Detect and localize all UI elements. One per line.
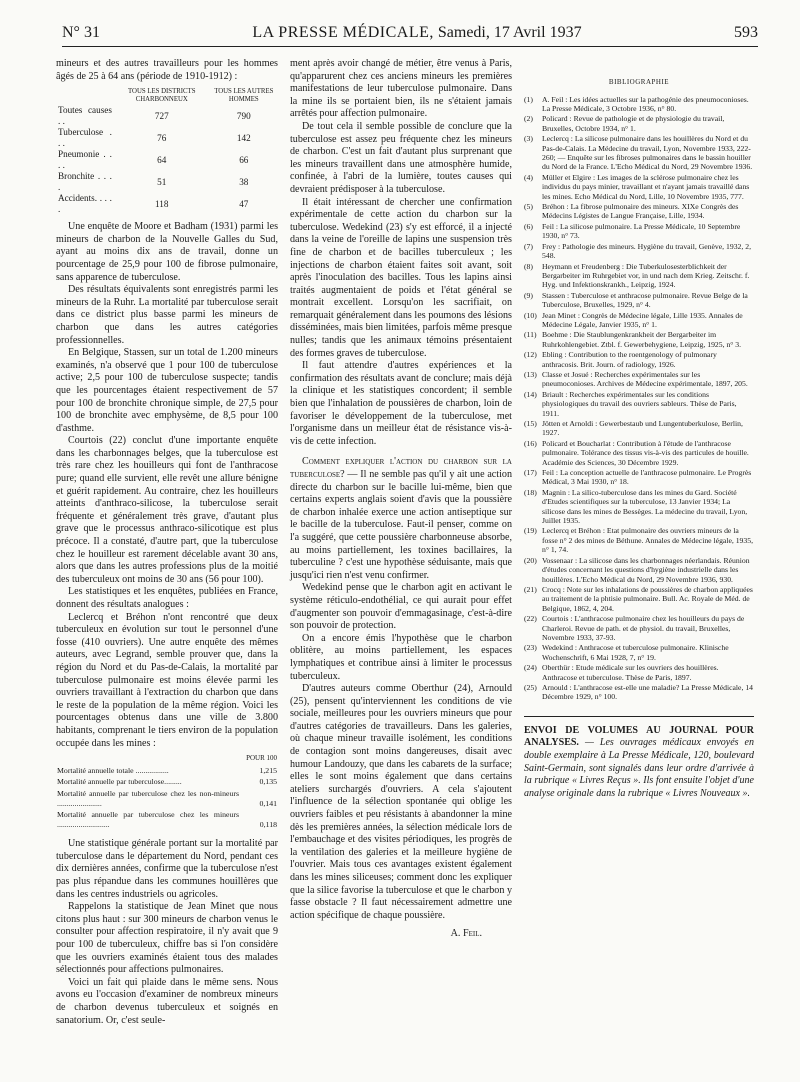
- table-header: TOUS LES DISTRICTS CHARBONNEUX: [128, 88, 196, 104]
- reference-number: (20): [524, 555, 537, 565]
- paragraph: En Belgique, Stassen, sur un total de 1.200 mineurs examinés, n'a observé que 1 pour 100 de tuberculose active; 2,5 pour 100 de tuberculose suspecte; tandis que les pourcentages étaient respectivement de 57 pour 100 de bronchite chronique simple, de 27,5 pour 100 de bronchite avec emphysème, de 8,5 pour 100 d'asthme.: [56, 347, 278, 434]
- paragraph: On a encore émis l'hypothèse que le charbon oblitère, au moins partiellement, les espaces lymphatiques et contribue ainsi à limiter le processus tuberculeux.: [290, 632, 512, 682]
- reference-number: (2): [524, 114, 533, 124]
- column-2: [290, 58, 512, 941]
- bibliography-entry: [524, 242, 754, 261]
- table-cell: 47: [239, 198, 249, 209]
- section-heading: Comment expliquer l'action du charbon sur la tuberculose?: [290, 456, 512, 480]
- column-1: [56, 58, 278, 1027]
- reference-text: Vossenaar : La silicose dans les charbonnages néerlandais. Réunion d'études concernant les questions d'hygiène industrielle dans les houillères. L'Echo Médical du Nord, 29 Novembre 1936, 930.: [542, 555, 750, 584]
- paragraph: Une enquête de Moore et Badham (1931) parmi les mineurs de charbon de la Nouvelle Galles du Sud, ayant au moins dix ans de travail, donne un pourcentage de 25,9 pour 100 de fibrose pulmonaire, sans apparence de tuberculose.: [56, 221, 278, 283]
- bibliography-entry: [524, 291, 754, 310]
- reference-text: Policard et Boucharlat : Contribution à l'étude de l'anthracose pulmonaire. Tolérance des tissus vis-à-vis des particules de houille. Académie des Sciences, 30 Décembre 1929.: [542, 438, 749, 467]
- paragraph: Wedekind pense que le charbon agit en activant le système réticulo-endothélial, ce qui aurait pour effet d'augmenter son pouvoir d'emmagasinage, c'est-à-dire son pouvoir de protection.: [290, 582, 512, 632]
- reference-text: Briault : Recherches expérimentales sur les conditions physiologiques du travail des ouvriers sableurs. Thèse de Paris, 1911.: [542, 389, 737, 418]
- notice-text: — Les ouvrages médicaux envoyés en double exemplaire à La Presse Médicale, 120, boulevard Saint-Germain, sont signalés dans leur ordre d'arrivée à la rubrique « Livres Reçus ». Ils font ensuite l'objet d'une analyse originale dans la rubrique « Livres Nouveaux ».: [524, 737, 754, 799]
- bibliography-entry: [524, 468, 754, 487]
- bibliography-entry: [524, 488, 754, 526]
- paragraph: Une statistique générale portant sur la mortalité par tuberculose dans le département du Nord, pendant ces dix dernières années, confirme que la tuberculose n'est pas plus répandue dans les communes houillères que dans les centres industriels ou agricoles.: [56, 838, 278, 900]
- bibliography-entry: [524, 350, 754, 369]
- table-row: [56, 127, 278, 149]
- bibliography-entry: [524, 95, 754, 114]
- reference-text: Leclercq et Bréhon : Etat pulmonaire des ouvriers mineurs de la fosse n° 2 des mines de Béthune. Annales de Médecine légale, 1935, n° 1, 74.: [542, 526, 754, 555]
- reference-number: (10): [524, 310, 537, 320]
- reference-text: Magnin : La silico-tuberculose dans les mines du Gard. Société d'Etudes scientifiques sur la tuberculose, 13 Janvier 1934; La silicose dans les mines de Bessèges. La médecine du travail, Lyon, Juillet 1935.: [542, 487, 748, 526]
- reference-number: (7): [524, 241, 533, 251]
- table-row: [56, 171, 278, 193]
- table-cell: 0,135: [259, 777, 277, 787]
- table-cell: Toutes causes . .: [58, 105, 112, 127]
- bibliography-entry: [524, 439, 754, 467]
- table-cell: 66: [239, 154, 249, 165]
- table-cell: 790: [236, 110, 251, 121]
- reference-text: Heymann et Freudenberg : Die Tuberkulosesterblichkeit der Bergarbeiter im Ruhrgebiet vor, in und nach dem Krieg. Zeitschr. f. Hyg. und Infektionskrankh., Leipzig, 1924.: [542, 261, 750, 290]
- bibliography-entry: [524, 614, 754, 642]
- issue-date: Samedi, 17 Avril 1937: [437, 24, 582, 41]
- table-row: [56, 788, 278, 809]
- bibliography-entry: [524, 683, 754, 702]
- reference-text: Jötten et Arnoldi : Gewerbestaub und Lungentuberkulose, Berlin, 1927.: [542, 419, 743, 438]
- reference-text: Bréhon : La fibrose pulmonaire des mineurs. XIXe Congrès des Médecins Légistes de Langue Française, Lille, 1934.: [542, 202, 739, 221]
- reference-text: Jean Minet : Congrès de Médecine légale, Lille 1935. Annales de Médecine Légale, Janvier 1935, n° 1.: [542, 310, 743, 329]
- bibliography-entry: [524, 134, 754, 172]
- table-cell: Mortalité annuelle par tuberculose.........: [57, 777, 182, 787]
- reference-number: (4): [524, 172, 533, 182]
- bibliography-entry: [524, 311, 754, 330]
- bibliography-entry: [524, 419, 754, 438]
- reference-number: (23): [524, 643, 537, 653]
- reference-text: Feil : La silicose pulmonaire. La Presse Médicale, 10 Septembre 1930, n° 73.: [542, 221, 741, 241]
- reference-text: Courtois : L'anthracose pulmonaire chez les houilleurs du pays de Charleroi. Revue de path. et de physiol. du travail, Bruxelles, Novembre 1933, 37-93.: [542, 614, 745, 642]
- bibliography-entry: [524, 663, 754, 682]
- bibliography-entry: [524, 585, 754, 613]
- reference-text: Oberthür : Etude médicale sur les ouvriers des houillères. Anthracose et tuberculose. Thèse de Paris, 1897.: [542, 663, 719, 682]
- reference-number: (16): [524, 438, 537, 448]
- table-cell: Accidents. . . . .: [58, 193, 112, 215]
- table-header: [56, 87, 114, 105]
- reference-text: Classe et Josué : Recherches expérimentales sur les pneumoconioses. Archives de Médecine expérimentale, 1897, 205.: [542, 369, 748, 389]
- author-signature: A. Feil.: [450, 928, 482, 940]
- reference-text: A. Feil : Les idées actuelles sur la pathogénie des pneumoconioses. La Presse Médicale, 3 Octobre 1936, n° 80.: [542, 94, 749, 113]
- paragraph: D'autres auteurs comme Oberthur (24), Arnould (25), pensent qu'interviennent les conditions de vie sociale, meilleures pour les ouvriers mineurs que pour d'autres catégories de travailleurs. Dans les galeries, où chaque mineur travaille isolément, les conditions de contagion sont moins dangereuses, disait avec humour Landouzy, que dans les cabarets de la surface; elles le sont moins également que dans certains ateliers surchargés d'ouvriers. A cela s'ajoutent l'influence de la sélection spontanée qui oblige les ouvriers faibles et peu résistants à abandonner la mine dès les premières années, la sélection médicale lors de l'embauchage et des visites périodiques, les progrès de la ventilation des galeries et la meilleure hygiène de l'ouvrier. Mais tous ces avantages existent également dans les mines siliceuses; comment donc les expliquer que la silice favorise la tuberculose et que le charbon y fasse obstacle ? Il faut nécessairement admettre une action spécifique de chaque poussière.: [290, 683, 512, 921]
- reference-text: Boehme : Die Staublungenkrankheit der Bergarbeiter im Ruhrkohlengebiet. Ztbl. f. Gewerbehygiene, Leipzig, 1925, n° 3.: [542, 330, 742, 349]
- reference-text: Wedekind : Anthracose et tuberculose pulmonaire. Klinische Wochenschrift, 6 Mai 1928, 7, n° 19.: [542, 643, 729, 662]
- table-header: POUR 100: [246, 754, 277, 763]
- table-cell: 76: [157, 132, 167, 143]
- bibliography-entry: [524, 114, 754, 133]
- issue-number: N° 31: [62, 24, 100, 41]
- reference-number: (9): [524, 290, 533, 300]
- table-cell: 64: [157, 154, 167, 165]
- paragraph: De tout cela il semble possible de conclure que la tuberculose est assez peu fréquente chez les mineurs de charbon. C'est un fait d'autant plus surprenant que les mineurs travaillent dans une atmosphère humide, confinée, à l'abri de la lumière, toutes causes qui devraient prédisposer à la tuberculose.: [290, 120, 512, 195]
- paragraph-text: — Il ne semble pas qu'il y ait une action directe du charbon sur le bacille lui-même, bien que certains experts anglais soient d'avis que la poussière de charbon inhalée exerce une action antiseptique sur le bacille de la tuberculose. Faut-il penser, comme on l'a suggéré, que cette poussière charbonneuse absorbe, au moins partiellement, les toxines bacillaires, la tuberculine ? c'est une hypothèse séduisante, mais que jusqu'ici rien n'est venu confirmer.: [290, 469, 512, 581]
- percentage-table: [56, 753, 278, 830]
- paragraph: Des résultats équivalents sont enregistrés parmi les mineurs de la Ruhr. La mortalité par tuberculose serait dans ce district plus basse parmi les mineurs de charbon que dans les autres catégories professionnelles.: [56, 284, 278, 346]
- bibliography-entry: [524, 202, 754, 221]
- paragraph: Leclercq et Bréhon n'ont rencontré que deux tuberculeux en évolution sur tout le personnel d'une fosse (410 ouvriers). Une autre enquête des mêmes auteurs, avec Legrand, semble prouver que, dans la région du Nord et du Pas-de-Calais, la mortalité par tuberculose pulmonaire est moins élevée parmi les ouvriers travaillant à l'extraction du charbon que dans le reste de la population de la même région. Voici les pourcentages obtenus dans une ville de 3.800 habitants, comprenant le tiers environ de la population occupée dans les mines :: [56, 611, 278, 749]
- reference-number: (8): [524, 261, 533, 271]
- table-cell: Mortalité annuelle par tuberculose chez les non-mineurs .......................: [57, 788, 239, 808]
- reference-text: Frey : Pathologie des mineurs. Hygiène du travail, Genève, 1932, 2, 548.: [542, 241, 752, 261]
- table-header: TOUS LES AUTRES HOMMES: [214, 88, 274, 104]
- table-row: [56, 776, 278, 788]
- reference-text: Crocq : Note sur les inhalations de poussières de charbon appliquées au traitement de la phtisie pulmonaire. Bull. Ac. Royale de Méd. de Belgique, 1862, 4, 204.: [542, 584, 753, 613]
- reference-text: Stassen : Tuberculose et anthracose pulmonaire. Revue Belge de la Tuberculose, Bruxelles, 1929, n° 4.: [542, 290, 748, 310]
- paragraph: Il était intéressant de chercher une confirmation expérimentale de cette action du charbon sur la tuberculose. Wedekind (23) s'y est efforcé, il a injecté dans la veine de l'oreille de lapins une suspension très fine de charbon et de bacilles tuberculeux ; les injections de charbon étaient faites soit avant, soit après l'inoculation des bacilles. Tous les lapins ainsi traités augmentaient de poids et l'état général se montrait excellent. Lorsqu'on les sacrifiait, on remarquait généralement dans les poumons des lésions disséminées, mais bien limitées, parfois même presque nulles; tandis que les animaux témoins présentaient des formes graves de tuberculose.: [290, 196, 512, 359]
- table-cell: 727: [154, 110, 169, 121]
- table-row: [56, 193, 278, 215]
- paragraph: mineurs et des autres travailleurs pour les hommes âgés de 25 à 64 ans (période de 1910-1912) :: [56, 58, 278, 82]
- paragraph: Les statistiques et les enquêtes, publiées en France, donnent des résultats analogues :: [56, 586, 278, 610]
- journal-title: LA PRESSE MÉDICALE, Samedi, 17 Avril 1937: [252, 24, 582, 41]
- bibliography-entry: [524, 222, 754, 241]
- table-cell: 0,118: [259, 819, 277, 829]
- reference-text: Arnould : L'anthracose est-elle une maladie? La Presse Médicale, 14 Décembre 1929, n° 100.: [542, 682, 754, 702]
- column-3: [524, 58, 754, 800]
- reference-number: (3): [524, 134, 533, 144]
- reference-number: (21): [524, 584, 537, 594]
- reference-number: (12): [524, 350, 537, 360]
- paragraph: Courtois (22) conclut d'une importante enquête dans les charbonnages belges, que la tuberculose est très rare chez les houilleurs qui font de l'anthracose pure; quand elle survient, elle revêt une allure bénigne et guérit rapidement. Au contraire, chez les houilleurs atteints d'anthraco-silicose, la tuberculose serait fréquente et généralement très grave, d'autant plus grave que le processus anthraco-silicotique est plus précoce. Il a constaté, d'autre part, que la tuberculose chez le houilleur est rarement décelable avant 30 ans, alors que dans les autres professions plus de la moitié des tuberculeux ont moins de 30 ans (56 pour 100).: [56, 435, 278, 585]
- reference-text: Feil : La conception actuelle de l'anthracose pulmonaire. Le Progrès Médical, 3 Mai 1930, n° 18.: [542, 468, 752, 487]
- bibliography-entry: [524, 390, 754, 418]
- paragraph: Il faut attendre d'autres expériences et la confirmation des résultats avant de conclure; mais déjà la clinique et les statistiques concordent; il semble bien que l'inhalation de poussières de charbon, loin de favoriser le développement de la tuberculose, met l'organisme dans un meilleur état de résistance vis-à-vis de cette infection.: [290, 360, 512, 447]
- bibliography-title: BIBLIOGRAPHIE: [608, 78, 670, 86]
- reference-number: (25): [524, 682, 537, 692]
- table-cell: Mortalité annuelle par tuberculose chez les mineurs ...........................: [57, 810, 239, 829]
- bibliography-list: [524, 95, 754, 702]
- reference-number: (22): [524, 614, 537, 624]
- table-row: [56, 765, 278, 777]
- page-header: [62, 24, 758, 47]
- reference-number: (11): [524, 330, 537, 340]
- table-cell: 38: [239, 176, 249, 187]
- reference-number: (17): [524, 468, 537, 478]
- bibliography-entry: [524, 526, 754, 554]
- table-row: [56, 149, 278, 171]
- reference-number: (24): [524, 663, 537, 673]
- mortality-table: [56, 87, 278, 215]
- table-cell: 1,215: [259, 765, 277, 775]
- paragraph: [290, 456, 512, 582]
- table-cell: 142: [236, 132, 251, 143]
- paragraph: Rappelons la statistique de Jean Minet que nous citons plus haut : sur 300 mineurs de charbon venus le consulter pour affection respiratoire, il n'y avait que 9 pour 100 de tuberculeux, chiffre bas si l'on considère que les ouvriers examinés étaient tous des malades sélectionnés pour affections pulmonaires.: [56, 901, 278, 976]
- table-row: [56, 809, 278, 830]
- table-row: [56, 105, 278, 127]
- table-cell: Tuberculose . . .: [58, 127, 112, 149]
- page-number: 593: [733, 24, 758, 41]
- bibliography-entry: [524, 370, 754, 389]
- bibliography-entry: [524, 262, 754, 290]
- reference-number: (18): [524, 487, 537, 497]
- reference-number: (19): [524, 526, 537, 536]
- table-cell: Bronchite . . . .: [58, 171, 112, 193]
- paragraph: ment après avoir changé de métier, être venus à Paris, qu'apparurent chez ces anciens mineurs les premières manifestations de leur tuberculose pulmonaire. Dans la mine ils se portaient bien, ils ne s'étaient jamais arrêtés pour affection pulmonaire.: [290, 58, 512, 120]
- reference-number: (13): [524, 369, 537, 379]
- reference-text: Leclercq : La silicose pulmonaire dans les houillères du Nord et du Pas-de-Calais. La Médecine du travail, Lyon, Novembre 1933, 222-260; — Enquête sur les fibroses pulmonaires dans le bassin houiller du Nord de la France. L'Echo Médical du Nord, 29 Novembre 1936.: [542, 134, 753, 172]
- reference-number: (6): [524, 221, 533, 231]
- reference-number: (5): [524, 202, 533, 212]
- reference-number: (15): [524, 419, 537, 428]
- bibliography-entry: [524, 643, 754, 662]
- paragraph: Voici un fait qui plaide dans le même sens. Nous avons eu l'occasion d'examiner de nombreux mineurs de charbon devenus tuberculeux et soignés en sanatorium. Or, c'est seule-: [56, 976, 278, 1026]
- bibliography-entry: [524, 173, 754, 201]
- table-cell: 0,141: [259, 798, 277, 808]
- reference-text: Ebling : Contribution to the roentgenology of pulmonary anthracosis. Brit. Journ. of radiology, 1926.: [542, 350, 717, 369]
- table-cell: Mortalité annuelle totale .................: [57, 765, 169, 775]
- reference-text: Müller et Elgire : Les images de la sclérose pulmonaire chez les individus du pays minier, travaillant et n'ayant jamais travaillé dans les mines. Echo Médical du Nord, Lille, 10 Novembre 1935, 777.: [542, 172, 750, 201]
- notice-box: [524, 716, 754, 801]
- reference-number: (1): [524, 94, 533, 104]
- table-cell: 51: [157, 176, 167, 187]
- table-cell: 118: [155, 198, 169, 209]
- reference-text: Policard : Revue de pathologie et de physiologie du travail, Bruxelles, Octobre 1934, n° 1.: [542, 114, 725, 133]
- bibliography-entry: [524, 556, 754, 584]
- bibliography-entry: [524, 330, 754, 349]
- table-cell: Pneumonie . . . .: [58, 149, 112, 171]
- notice-title: ENVOI DE VOLUMES AU JOURNAL POUR ANALYSES.: [524, 724, 754, 749]
- reference-number: (14): [524, 389, 537, 399]
